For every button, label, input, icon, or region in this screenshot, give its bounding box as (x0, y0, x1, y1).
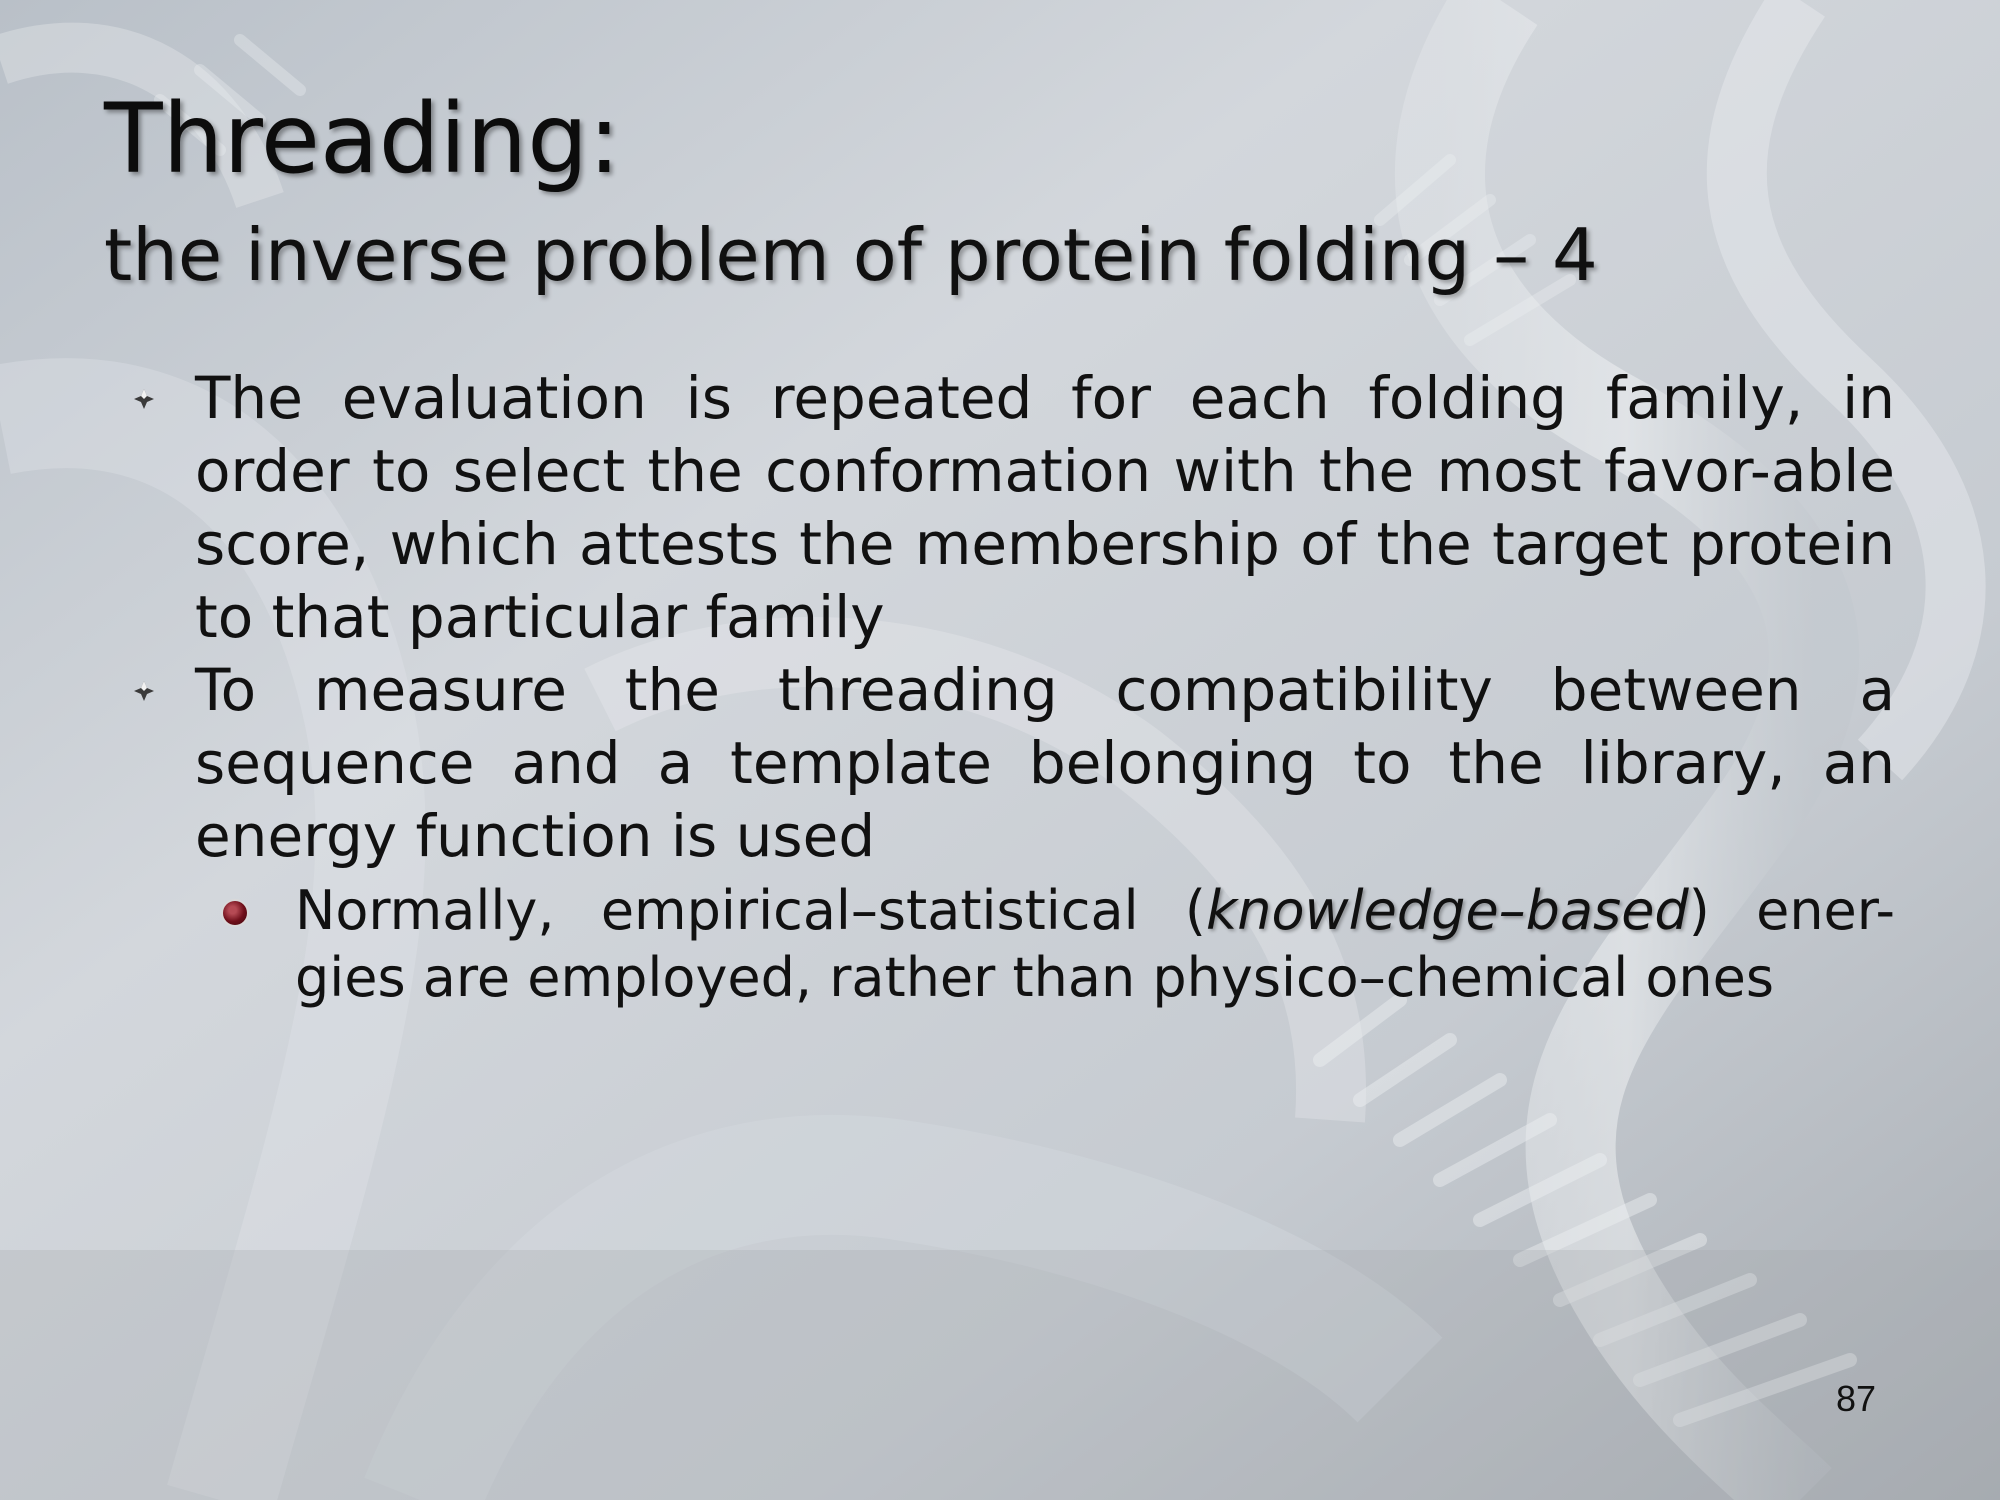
round-bullet-icon (223, 901, 247, 925)
bullet-text: To measure the threading compatibility between a sequence and a template belonging to the library, an energy function is used (195, 656, 1895, 870)
sub-bullet-text (295, 877, 1895, 1011)
page-number: 87 (1836, 1378, 1877, 1419)
bullet-list (0, 362, 2000, 1011)
knowledge-based-emphasis: knowledge–based (1205, 879, 1689, 942)
sub-bullet-text-end: ) ener-gies are employed, rather than physico–chemical ones (295, 879, 1895, 1009)
bullet-item (195, 362, 1895, 654)
sub-bullet-item (295, 877, 1895, 1011)
sub-bullet-text-start: Normally, empirical–statistical ( (295, 879, 1206, 942)
diamond-bullet-icon (133, 388, 155, 410)
slide-subtitle: the inverse problem of protein folding – 4 (104, 213, 1598, 297)
diamond-bullet-icon (133, 680, 155, 702)
slide-title: Threading: (104, 83, 621, 195)
bullet-text: The evaluation is repeated for each folding family, in order to select the conformation with the most favor-able score, which attests the membership of the target protein to that particular family (195, 364, 1895, 651)
bullet-item (195, 654, 1895, 873)
